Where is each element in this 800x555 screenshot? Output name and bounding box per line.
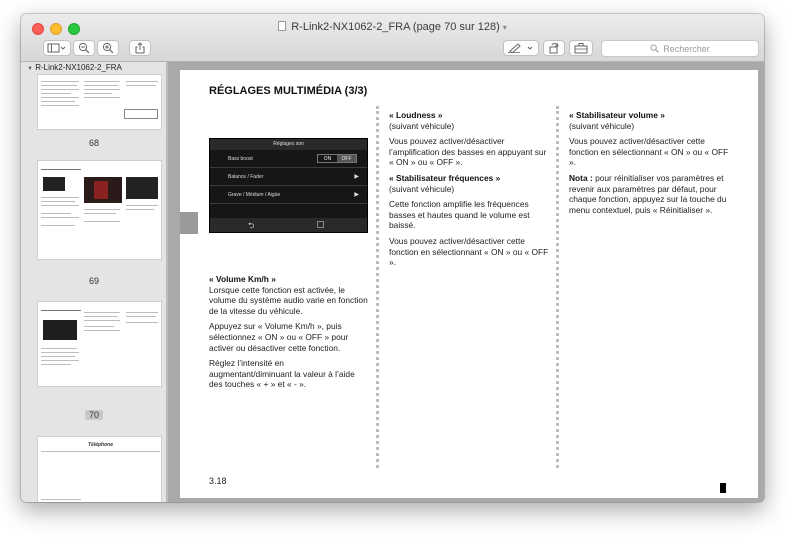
settings-screen-image xyxy=(209,138,368,233)
stabilisateur-frequences-subtitle: (suivant véhicule) xyxy=(389,183,455,194)
stabilisateur-frequences-text-2: Vous pouvez activer/désactiver cette fonction en sélectionnant « ON » ou « OFF ». xyxy=(389,235,549,268)
share-button[interactable] xyxy=(129,40,151,56)
pen-icon xyxy=(506,43,536,53)
thumbnail-sidebar[interactable] xyxy=(21,62,167,502)
arrow-right-icon: ▶ xyxy=(354,174,359,180)
toolbox-icon xyxy=(574,42,588,54)
loudness-heading: « Loudness » xyxy=(389,110,443,120)
zoom-out-icon xyxy=(78,42,90,54)
page-number-68: 68 xyxy=(88,138,99,148)
chevron-down-icon: ▾ xyxy=(502,23,507,32)
search-icon xyxy=(650,44,659,53)
back-icon: ⮌ xyxy=(248,221,255,230)
page-title: RÉGLAGES MULTIMÉDIA (3/3) xyxy=(209,85,368,97)
rotate-button[interactable] xyxy=(543,40,565,56)
stabilisateur-volume-subtitle: (suivant véhicule) xyxy=(569,120,635,131)
menu-icon xyxy=(317,221,324,228)
preview-window xyxy=(21,14,764,502)
zoom-out-button[interactable] xyxy=(73,40,95,56)
screen-header: Réglages son xyxy=(210,139,367,150)
page-thumbnail-71[interactable] xyxy=(37,436,162,502)
arrow-right-icon: ▶ xyxy=(354,192,359,198)
column-2 xyxy=(389,110,550,273)
sidebar-view-button[interactable] xyxy=(43,40,71,56)
column-1 xyxy=(209,274,368,395)
volume-kmh-text-1: Lorsque cette fonction est activée, le volume du système audio varie en fonction de la vitesse du véhicule. xyxy=(209,284,368,316)
markup-button[interactable] xyxy=(503,40,539,56)
stabilisateur-frequences-heading: « Stabilisateur fréquences » xyxy=(389,172,501,183)
loudness-subtitle: (suivant véhicule) xyxy=(389,120,455,131)
zoom-in-button[interactable] xyxy=(97,40,119,56)
window-title: R-Link2-NX1062-2_FRA (page 70 sur 128) xyxy=(291,21,500,33)
thumbnail-heading: Téléphone xyxy=(87,442,113,448)
column-3 xyxy=(569,110,731,220)
page-number-70 xyxy=(21,410,167,420)
page-number-69: 69 xyxy=(88,276,99,286)
disclosure-triangle-icon: ▼ xyxy=(27,66,33,72)
document-view[interactable] xyxy=(168,62,764,502)
screen-row-grave: Grave / Médium / Aigüe ▶ xyxy=(210,186,367,204)
volume-kmh-text-3: Réglez l’intensité en augmentant/diminuant la valeur à l’aide des touches « + » et « - ». xyxy=(209,358,355,390)
share-icon xyxy=(134,42,146,54)
on-off-switch: ON OFF xyxy=(317,154,357,163)
toolbox-button[interactable] xyxy=(569,40,593,56)
screen-bottom-bar xyxy=(210,218,367,232)
screen-row-balance: Balance / Fader ▶ xyxy=(210,168,367,186)
nota-label: Nota : xyxy=(569,172,593,183)
search-input[interactable] xyxy=(601,40,759,57)
column-divider xyxy=(376,106,379,468)
nota-text: pour réinitialiser vos paramètres et revenir aux paramètres par défaut, pour chaque fonction, appuyez sur la touche du menu contextuel, puis « Réinitialiser ». xyxy=(569,172,727,215)
screen-row-bass-boost: Bass boost ON OFF xyxy=(210,150,367,168)
loudness-text: Vous pouvez activer/désactiver l’amplification des basses en appuyant sur « ON » ou « OFF ». xyxy=(389,136,547,168)
zoom-in-icon xyxy=(102,42,114,54)
window-title-area[interactable] xyxy=(21,21,764,33)
page-number: 3.18 xyxy=(209,476,227,486)
corner-marker xyxy=(720,483,726,493)
pdf-page xyxy=(180,70,758,498)
stabilisateur-volume-text: Vous pouvez activer/désactiver cette fonction en sélectionnant « ON » ou « OFF ». xyxy=(569,136,729,168)
page-thumbnail-69[interactable] xyxy=(37,160,162,260)
search-placeholder: Rechercher xyxy=(663,43,710,54)
sidebar-doc-name: R-Link2-NX1062-2_FRA xyxy=(35,63,122,72)
volume-kmh-heading: « Volume Km/h » xyxy=(209,274,276,284)
document-icon xyxy=(278,21,286,31)
page-side-tab xyxy=(180,212,198,234)
sidebar-header[interactable] xyxy=(21,62,166,73)
page-thumbnail-70[interactable] xyxy=(37,301,162,387)
stabilisateur-volume-heading: « Stabilisateur volume » xyxy=(569,110,665,120)
stabilisateur-frequences-text-1: Cette fonction amplifie les fréquences basses et hautes quand le volume est baissé. xyxy=(389,199,530,231)
rotate-icon xyxy=(548,42,560,54)
page-thumbnail-68[interactable] xyxy=(37,74,162,130)
title-bar xyxy=(21,14,764,62)
volume-kmh-text-2: Appuyez sur « Volume Km/h », puis sélectionnez « ON » ou « OFF » pour activer ou désactiver cette fonction. xyxy=(209,321,349,353)
selected-page-number: 70 xyxy=(85,410,103,420)
column-divider xyxy=(556,106,559,468)
sidebar-icon xyxy=(47,43,67,53)
